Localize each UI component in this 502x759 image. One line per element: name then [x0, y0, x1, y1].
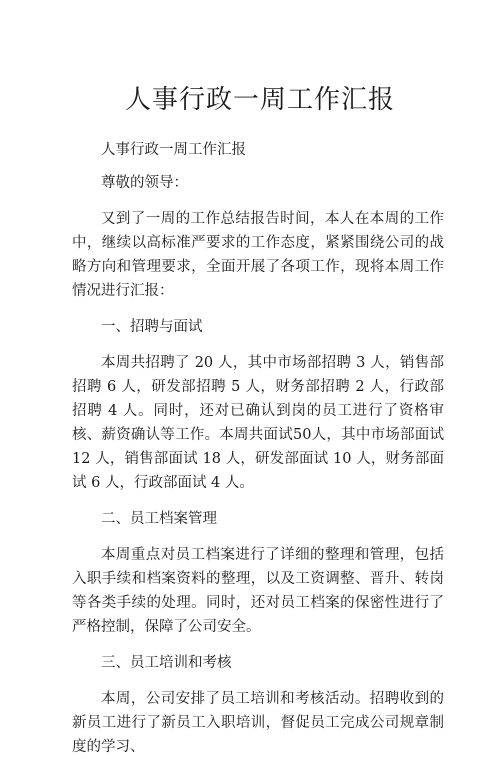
- section-body-training: 本周，公司安排了员工培训和考核活动。招聘收到的新员工进行了新员工入职培训，督促员工完成公司规章制度的学习、: [72, 691, 444, 755]
- section-body-archives: 本周重点对员工档案进行了详细的整理和管理，包括入职手续和档案资料的整理，以及工资调整、晋升、转岗等各类手续的处理。同时，还对员工档案的保密性进行了严格控制，保障了公司安全。: [72, 547, 444, 635]
- document-subtitle: 人事行政一周工作汇报: [101, 142, 246, 158]
- greeting: 尊敬的领导：: [101, 175, 188, 191]
- document-title: 人事行政一周工作汇报: [124, 85, 395, 115]
- section-heading-archives: 二、员工档案管理: [101, 511, 217, 527]
- section-heading-recruitment: 一、招聘与面试: [101, 319, 203, 335]
- section-body-recruitment: 本周共招聘了 20 人，其中市场部招聘 3 人，销售部招聘 6 人，研发部招聘 5 人，财务部招聘 2 人，行政部招聘 4 人。同时，还对已确认到岗的员工进行了资格审核、薪资确认等工作。本周共面试50人，其中市场部面试 12 人，销售部面试 18 人，研发部面试 10 人，财务部面试 6 人，行政部面试 4 人。: [72, 355, 444, 491]
- intro-paragraph: 又到了一周的工作总结报告时间，本人在本周的工作中，继续以高标准严要求的工作态度，紧紧围绕公司的战略方向和管理要求，全面开展了各项工作，现将本周工作情况进行汇报：: [72, 211, 444, 299]
- section-heading-training: 三、员工培训和考核: [101, 655, 232, 671]
